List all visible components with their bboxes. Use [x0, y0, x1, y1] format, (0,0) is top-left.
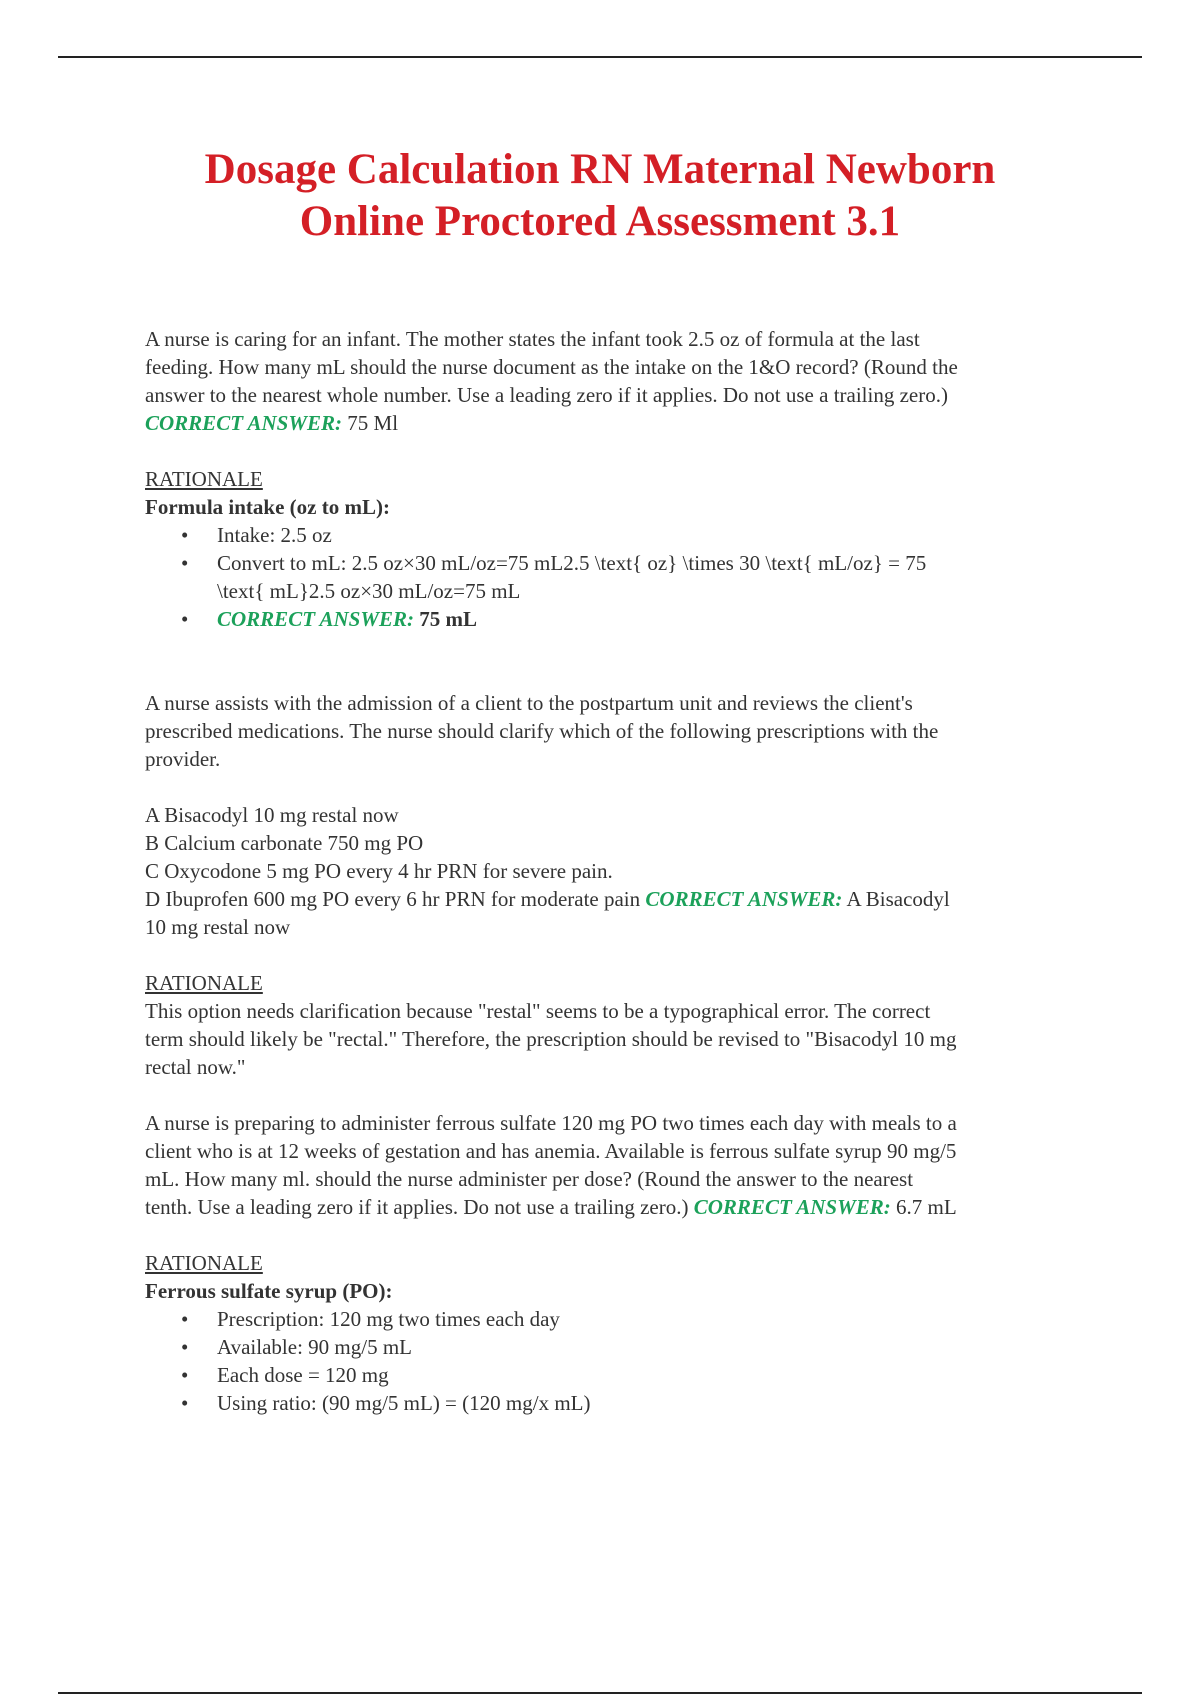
list-item: • Available: 90 mg/5 mL: [145, 1333, 1080, 1361]
q2-option-c: C Oxycodone 5 mg PO every 4 hr PRN for severe pain.: [145, 859, 613, 883]
q2-rationale-line: This option needs clarification because "restal" seems to be a typographical error. The correct: [145, 999, 931, 1023]
q2-answer-value: A Bisacodyl: [846, 887, 950, 911]
q1-rationale-label: RATIONALE: [145, 467, 263, 491]
q1-text-line: answer to the nearest whole number. Use a leading zero if it applies. Do not use a trailing zero.): [145, 383, 948, 407]
q2-option-b: B Calcium carbonate 750 mg PO: [145, 831, 424, 855]
q1-text-line: A nurse is caring for an infant. The mother states the infant took 2.5 oz of formula at the last: [145, 327, 920, 351]
list-item: • Prescription: 120 mg two times each day: [145, 1305, 1080, 1333]
q1-text-line: feeding. How many mL should the nurse document as the intake on the 1&O record? (Round the: [145, 355, 958, 379]
q3-answer-line: [145, 1193, 1080, 1221]
question-1: [145, 325, 1080, 633]
document-body: [145, 325, 1080, 1417]
q2-text-line: A nurse assists with the admission of a client to the postpartum unit and reviews the client's: [145, 691, 913, 715]
q1-rationale-list: [145, 521, 1080, 633]
q2-rationale-label: RATIONALE: [145, 971, 263, 995]
q3-text-line: client who is at 12 weeks of gestation and has anemia. Available is ferrous sulfate syrup 90 mg/5: [145, 1139, 957, 1163]
list-item: • Convert to mL: 2.5 oz×30 mL/oz=75 mL2.5 \text{ oz} \times 30 \text{ mL/oz} = 75 \text{ mL}2.5 oz×30 mL/oz=75 mL: [145, 549, 1080, 605]
top-rule: [58, 56, 1142, 58]
q1-answer-value: 75 Ml: [347, 411, 399, 435]
q1-bullet-answer: 75 mL: [419, 607, 478, 631]
list-item: • Using ratio: (90 mg/5 mL) = (120 mg/x mL): [145, 1389, 1080, 1417]
title-line-1: Dosage Calculation RN Maternal Newborn: [204, 146, 996, 193]
correct-answer-label: CORRECT ANSWER:: [145, 411, 343, 435]
q3-answer-value: 6.7 mL: [896, 1195, 957, 1219]
q2-option-d: D Ibuprofen 600 mg PO every 6 hr PRN for moderate pain: [145, 887, 641, 911]
q1-answer-line: [145, 409, 1080, 437]
q3-text-line: tenth. Use a leading zero if it applies. Do not use a trailing zero.): [145, 1195, 689, 1219]
q3-text-line: mL. How many ml. should the nurse administer per dose? (Round the answer to the nearest: [145, 1167, 914, 1191]
q3-text-line: A nurse is preparing to administer ferrous sulfate 120 mg PO two times each day with meals to a: [145, 1111, 957, 1135]
title-line-2: Online Proctored Assessment 3.1: [299, 198, 901, 245]
list-item: • Intake: 2.5 oz: [145, 521, 1080, 549]
q2-rationale-line: term should likely be "rectal." Therefore, the prescription should be revised to "Bisacodyl 10 mg: [145, 1027, 957, 1051]
correct-answer-label: CORRECT ANSWER:: [693, 1195, 891, 1219]
q3-rationale-label: RATIONALE: [145, 1251, 263, 1275]
q3-rationale-list: [145, 1305, 1080, 1417]
q2-option-a: A Bisacodyl 10 mg restal now: [145, 803, 399, 827]
q3-rationale-heading: Ferrous sulfate syrup (PO):: [145, 1279, 393, 1303]
list-item: [145, 605, 1080, 633]
list-item: • Each dose = 120 mg: [145, 1361, 1080, 1389]
question-3: [145, 1109, 1080, 1417]
q2-text-line: provider.: [145, 747, 221, 771]
q2-rationale-line: rectal now.": [145, 1055, 246, 1079]
question-2: [145, 689, 1080, 1081]
bottom-rule: [58, 1692, 1142, 1694]
correct-answer-label: CORRECT ANSWER:: [217, 607, 415, 631]
q2-option-d-line: [145, 885, 1080, 913]
q1-rationale-heading: Formula intake (oz to mL):: [145, 495, 390, 519]
correct-answer-label: CORRECT ANSWER:: [645, 887, 843, 911]
page-title: [100, 144, 1100, 248]
q2-text-line: prescribed medications. The nurse should clarify which of the following prescriptions with the: [145, 719, 939, 743]
q2-answer-continued: 10 mg restal now: [145, 915, 291, 939]
